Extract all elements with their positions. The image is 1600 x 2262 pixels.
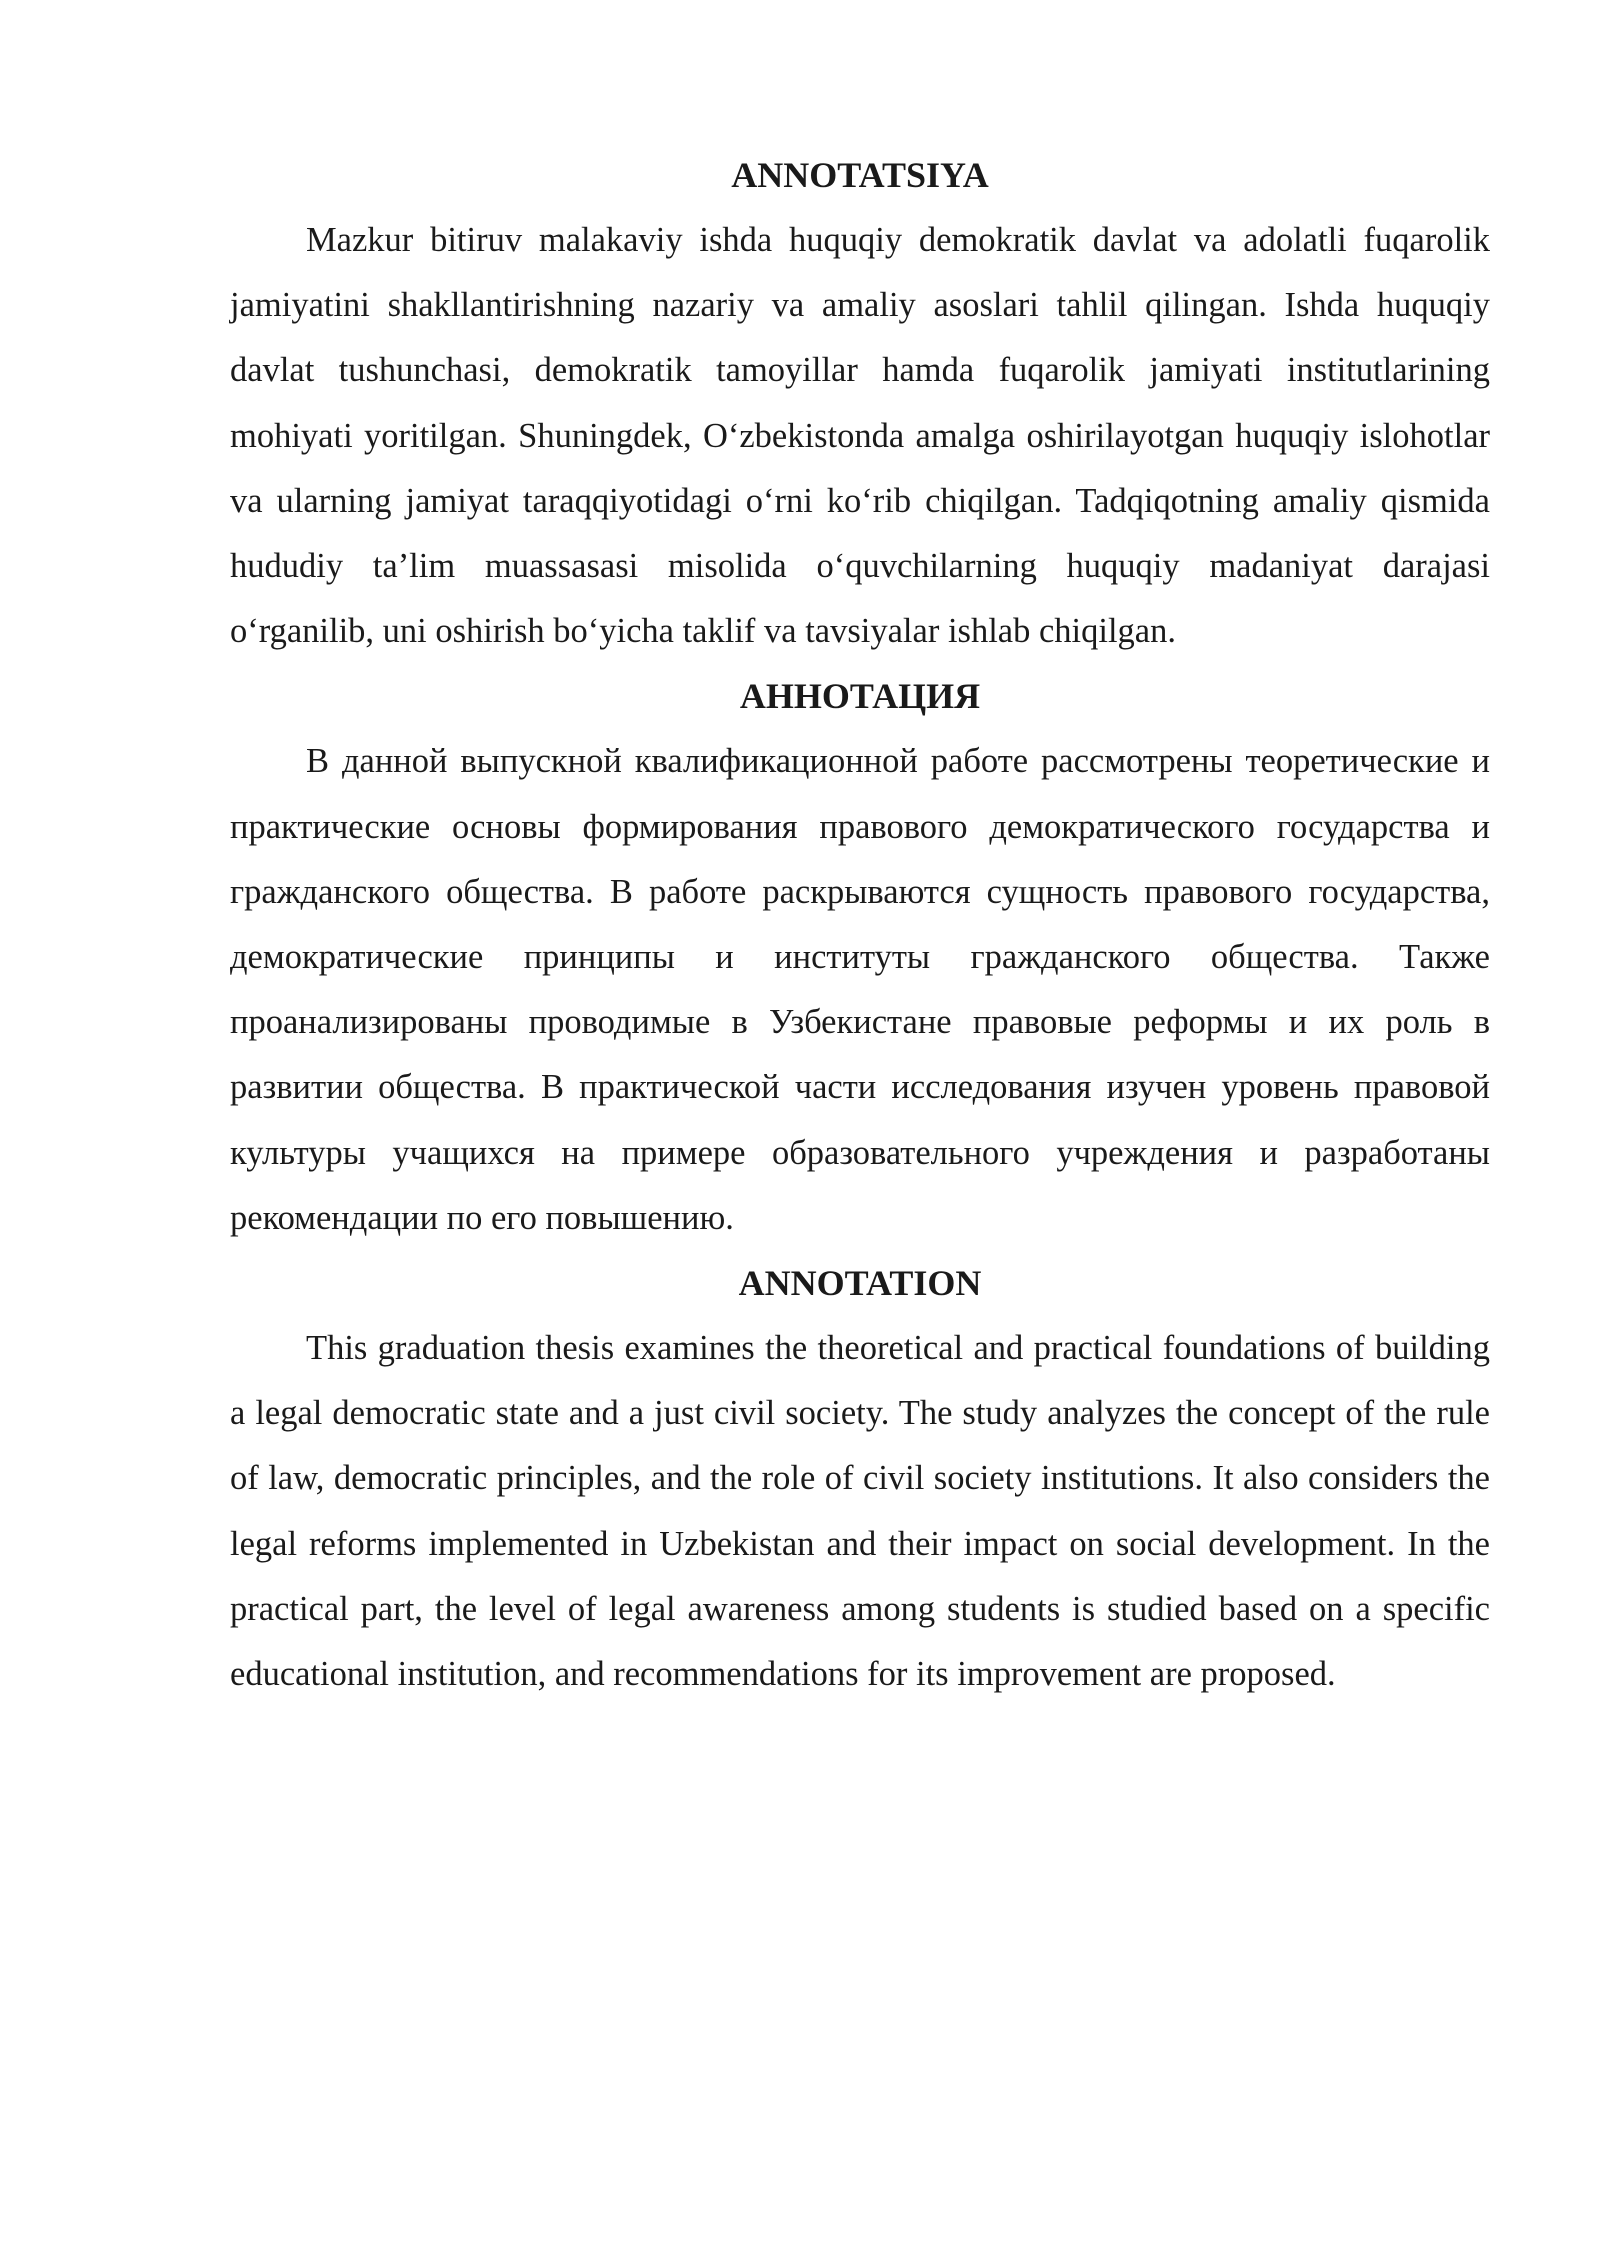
russian-annotation-heading: АННОТАЦИЯ — [739, 676, 981, 717]
russian-annotation-text: В данной выпускной квалификационной работе рассмотрены теоретические и практические основы формирования правового демократического государства и гражданского общества. В работе раскрываются сущность правового государства, демократические принципы и институты гражданского общества. Также проанализированы проводимые в Узбекистане правовые реформы и их роль в развитии общества. В практической части исследования изучен уровень правовой культуры учащихся на примере образовательного учреждения и разработаны рекомендации по его повышению. — [230, 742, 1490, 1237]
uzbek-annotation-heading: ANNOTATSIYA — [731, 155, 989, 195]
english-annotation-heading: ANNOTATION — [738, 1263, 982, 1304]
uzbek-annotation-text: Mazkur bitiruv malakaviy ishda huquqiy demokratik davlat va adolatli fuqarolik jamiyatini shakllantirishning nazariy va amaliy asoslari tahlil qilingan. Ishda huquqiy davlat tushunchasi, demokratik tamoyillar hamda fuqarolik jamiyati institutlarining mohiyati yoritilgan. Shuningdek, Oʻzbekistonda amalga oshirilayotgan huquqiy islohotlar va ularning jamiyat taraqqiyotidagi oʻrni koʻrib chiqilgan. Tadqiqotning amaliy qismida hududiy ta’lim muassasasi misolida oʻquvchilarning huquqiy madaniyat darajasi oʻrganilib, uni oshirish boʻyicha taklif va tavsiyalar ishlab chiqilgan. — [230, 221, 1490, 651]
annotation-content — [230, 143, 1490, 1707]
english-annotation-text: This graduation thesis examines the theoretical and practical foundations of building a legal democratic state and a just civil society. The study analyzes the concept of the rule of law, democratic principles, and the role of civil society institutions. It also considers the legal reforms implemented in Uzbekistan and their impact on social development. In the practical part, the level of legal awareness among students is studied based on a specific educational institution, and recommendations for its improvement are proposed. — [230, 1329, 1490, 1694]
